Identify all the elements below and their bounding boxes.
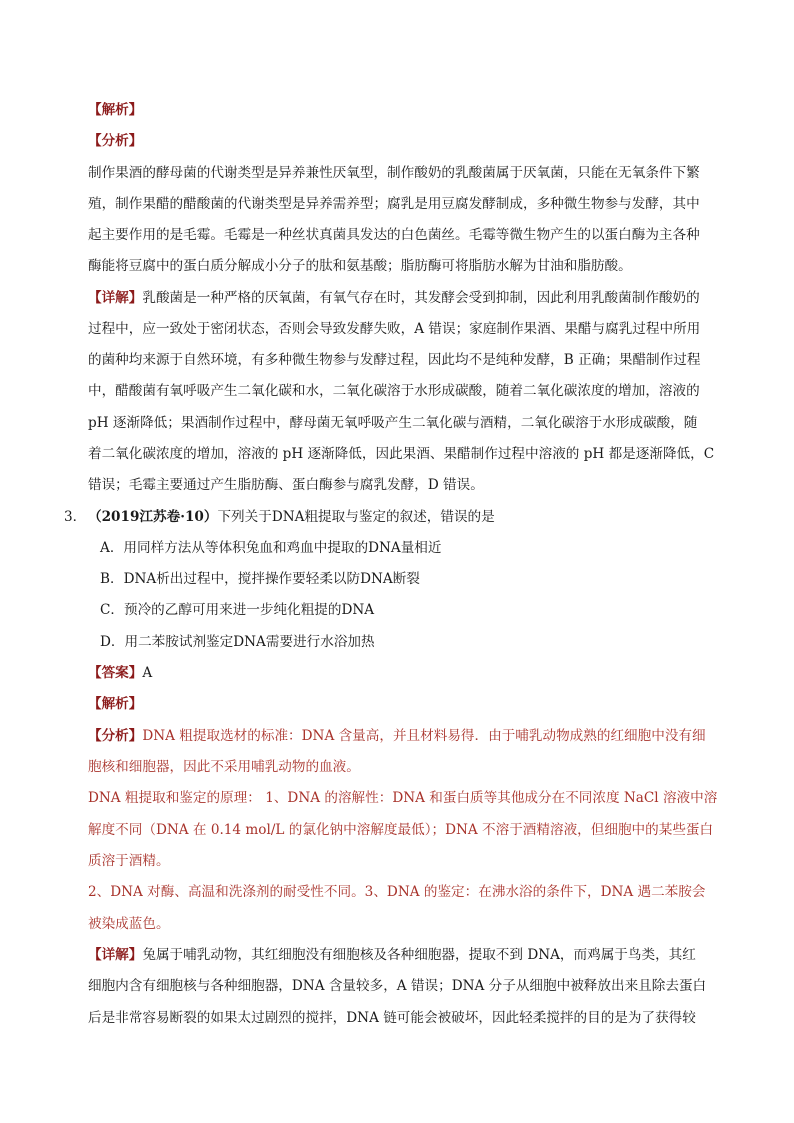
detail-heading: 【详解】	[88, 290, 143, 306]
q3-breakdown-line-1: 【分析】DNA 粗提取选材的标准：DNA 含量高，并且材料易得．由于哺乳动物成熟的红细胞中没有细	[88, 728, 706, 744]
q3-analysis-heading: 【解析】	[88, 696, 143, 712]
q3-breakdown-heading: 【分析】	[88, 728, 143, 744]
answer-line	[88, 663, 152, 683]
option-d: D．用二苯胺试剂鉴定DNA需要进行水浴加热	[100, 634, 375, 650]
q3-breakdown-line-2: 胞核和细胞器，因此不采用哺乳动物的血液。	[88, 759, 360, 775]
breakdown-line-1: 制作果酒的酵母菌的代谢类型是异养兼性厌氧型，制作酸奶的乳酸菌属于厌氧菌，只能在无氧条件下繁	[88, 165, 700, 181]
detail-line-5: pH 逐渐降低；果酒制作过程中，酵母菌无氧呼吸产生二氧化碳与酒精，二氧化碳溶于水形成碳酸，随	[88, 415, 698, 431]
q3-detail-line-2: 细胞内含有细胞核与各种细胞器，DNA 含量较多，A 错误；DNA 分子从细胞中被释放出来且除去蛋白	[88, 978, 707, 994]
detail-line-1: 【详解】乳酸菌是一种严格的厌氧菌，有氧气存在时，其发酵会受到抑制，因此利用乳酸菌制作酸奶的	[88, 290, 700, 306]
breakdown-line-4: 酶能将豆腐中的蛋白质分解成小分子的肽和氨基酸；脂肪酶可将脂肪水解为甘油和脂肪酸。	[88, 258, 632, 274]
detail-line-3: 的菌种均来源于自然环境，有多种微生物参与发酵过程，因此均不是纯种发酵，B 正确；果醋制作过程	[88, 352, 701, 368]
option-b: B．DNA析出过程中，搅拌操作要轻柔以防DNA断裂	[100, 571, 420, 587]
principle-line-2: 解度不同（DNA 在 0.14 mol/L 的氯化钠中溶解度最低）；DNA 不溶于酒精溶液，但细胞中的某些蛋白	[88, 822, 714, 838]
q3-detail-line-1: 【详解】兔属于哺乳动物，其红细胞没有细胞核及各种细胞器，提取不到 DNA，而鸡属于鸟类，其红	[88, 947, 696, 963]
analysis-heading: 【解析】	[88, 102, 143, 118]
question-number: 3．	[64, 509, 87, 525]
answer-value: A	[142, 665, 153, 681]
question-source: （2019江苏卷·10）	[88, 509, 218, 525]
q3-detail-line-3: 后是非常容易断裂的如果太过剧烈的搅拌，DNA 链可能会被破坏，因此轻柔搅拌的目的是为了获得较	[88, 1010, 696, 1026]
option-c: C．预冷的乙醇可用来进一步纯化粗提的DNA	[100, 602, 375, 618]
q3-detail-heading: 【详解】	[88, 947, 143, 963]
extra-line-2: 被染成蓝色。	[88, 916, 170, 932]
detail-line-7: 错误；毛霉主要通过产生脂肪酶、蛋白酶参与腐乳发酵，D 错误。	[88, 477, 484, 493]
detail-line-2: 过程中，应一致处于密闭状态，否则会导致发酵失败，A 错误；家庭制作果酒、果醋与腐乳过程中所用	[88, 321, 701, 337]
principle-line-1: DNA 粗提取和鉴定的原理： 1、DNA 的溶解性：DNA 和蛋白质等其他成分在不同浓度 NaCl 溶液中溶	[88, 790, 718, 806]
question-stem: （2019江苏卷·10）下列关于DNA粗提取与鉴定的叙述，错误的是	[88, 509, 495, 525]
detail-line-4: 中，醋酸菌有氧呼吸产生二氧化碳和水，二氧化碳溶于水形成碳酸，随着二氧化碳浓度的增加，溶液的	[88, 383, 700, 399]
breakdown-heading: 【分析】	[88, 133, 143, 149]
principle-line-3: 质溶于酒精。	[88, 853, 170, 869]
extra-line-1: 2、DNA 对酶、高温和洗涤剂的耐受性不同。3、DNA 的鉴定：在沸水浴的条件下，DNA 遇二苯胺会	[88, 884, 706, 900]
breakdown-line-3: 起主要作用的是毛霉。毛霉是一种丝状真菌具发达的白色菌丝。毛霉等微生物产生的以蛋白酶为主各种	[88, 227, 700, 243]
answer-heading: 【答案】	[88, 665, 143, 681]
breakdown-line-2: 殖，制作果醋的醋酸菌的代谢类型是异养需养型；腐乳是用豆腐发酵制成，多种微生物参与发酵，其中	[88, 196, 700, 212]
detail-line-6: 着二氧化碳浓度的增加，溶液的 pH 逐渐降低，因此果酒、果醋制作过程中溶液的 pH 都是逐渐降低，C	[88, 446, 715, 462]
option-a: A．用同样方法从等体积兔血和鸡血中提取的DNA量相近	[100, 540, 442, 556]
